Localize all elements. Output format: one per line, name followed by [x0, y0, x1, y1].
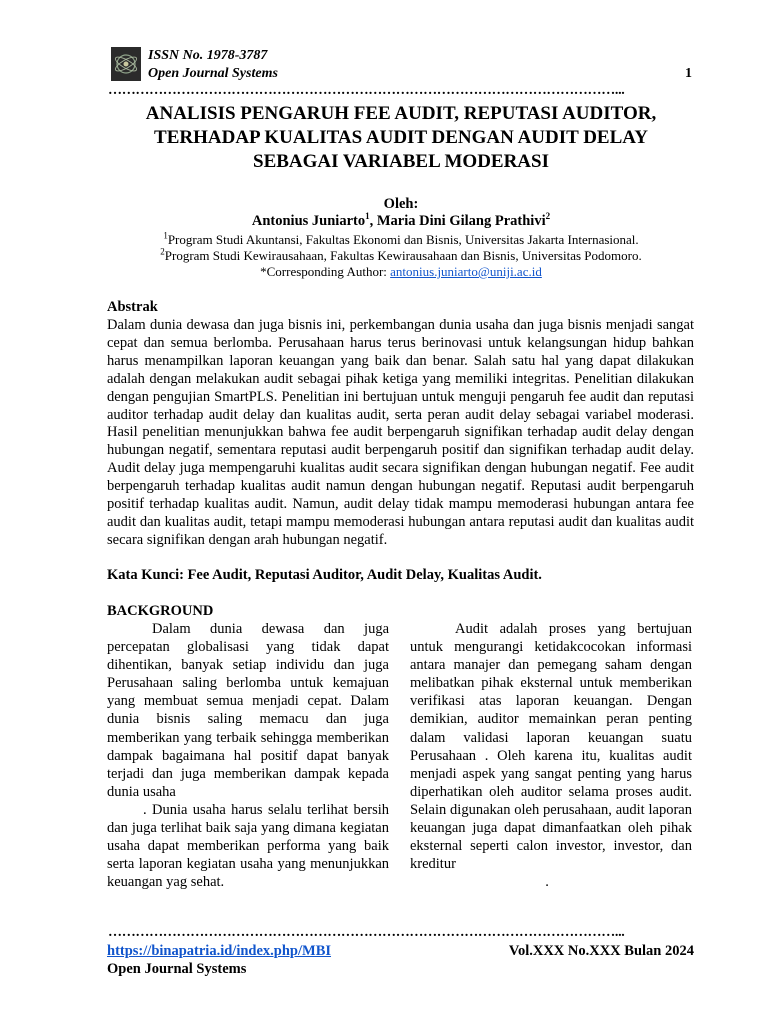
issn-number: ISSN No. 1978-3787	[148, 48, 268, 63]
page-number: 1	[685, 66, 692, 81]
background-paragraph: Dalam dunia dewasa dan juga percepatan globalisasi yang tidak dapat dihentikan, banyak setiap individu dan juga Perusahaan saling berlomba untuk kemajuan yang membuat semua menjadi cepat. Dalam dunia bisnis saling memacu dan juga memberikan yang terbaik sehingga memberikan dampak bagaimana hal positif dapat banyak terjadi dan juga memberikan dampak kepada dunia usaha	[107, 621, 389, 800]
background-heading: BACKGROUND	[107, 603, 214, 619]
footer-separator: …………………………………………………………………………………………………...	[108, 926, 625, 940]
journal-name: Open Journal Systems	[148, 66, 278, 81]
page-header	[108, 45, 694, 85]
affiliation-text: Program Studi Akuntansi, Fakultas Ekonomi dan Bisnis, Universitas Jakarta Internasional.	[167, 232, 639, 247]
affiliation-1	[108, 232, 694, 248]
journal-url-link[interactable]: https://binapatria.id/index.php/MBI	[107, 943, 332, 959]
footer-journal-name: Open Journal Systems	[107, 961, 247, 977]
abstract-heading: Abstrak	[107, 299, 158, 315]
background-paragraph-end: .	[545, 874, 549, 891]
background-text: Audit adalah proses yang bertujuan untuk mengurangi ketidakcocokan informasi antara manajer dan pemegang saham dengan melibatkan pihak eksternal untuk memberikan verifikasi atas laporan keuangan. Dengan demikian, auditor memainkan peran penting dalam validasi laporan keuangan suatu Perusahaan	[410, 621, 692, 764]
author-separator: ,	[369, 213, 377, 229]
author-name: Antonius Juniarto	[251, 213, 366, 229]
title-line: TERHADAP KUALITAS AUDIT DENGAN AUDIT DELAY	[154, 127, 648, 148]
paper-title	[108, 102, 694, 174]
byline-label: Oleh:	[383, 196, 419, 212]
journal-logo	[111, 47, 141, 81]
background-text: . Oleh karena itu, kualitas audit menjadi aspek yang sangat penting yang harus diperhatikan oleh auditor selama proses audit. Selain digunakan oleh perusahaan, audit laporan keuangan juga dapat dimanfaatkan oleh pihak eksternal seperti calon investor, investor, dan kreditur	[410, 747, 692, 873]
author-superscript: 2	[545, 211, 551, 222]
keywords: Kata Kunci: Fee Audit, Reputasi Auditor, Audit Delay, Kualitas Audit.	[107, 567, 542, 583]
abstract-text: Dalam dunia dewasa dan juga bisnis ini, perkembangan dunia usaha dan juga bisnis menjadi sangat cepat dan semua berlomba. Perusahaan harus terus berinovasi untuk kelangsungan hidup bahkan harus menampilkan laporan keuangan yang baik dan benar. Salah satu hal yang dapat dilakukan adalah dengan melakukan audit sebagai pihak ketiga yang memiliki integritas. Penelitian dilakukan dengan pengujian SmartPLS. Penelitian ini bertujuan untuk menguji pengaruh fee audit dan reputasi auditor terhadap audit delay dan kualitas audit, serta peran audit delay sebagai variabel moderasi. Hasil penelitian menunjukkan bahwa fee audit berpengaruh signifikan terhadap audit delay dengan hubungan negatif, sementara reputasi audit berpengaruh positif dan signifikan terhadap audit delay. Audit delay juga mempengaruhi kualitas audit secara signifikan dengan hubungan negatif. Fee audit berpengaruh terhadap kualitas audit namun dengan hubungan negatif. Reputasi audit berpengaruh positif terhadap kualitas audit. Namun, audit delay tidak mampu memoderasi hubungan antara fee audit dan kualitas audit, tetapi mampu memoderasi hubungan antara reputasi audit dan kualitas audit secara signifikan dengan arah hubungan negatif.	[107, 317, 694, 548]
background-left-column	[107, 620, 389, 891]
background-paragraph: . Dunia usaha harus selalu terlihat bersih dan juga terlihat baik saja yang dimana kegiatan usaha dapat memberikan performa yang baik serta laporan kegiatan usaha yang menunjukkan keuangan yag sehat.	[107, 801, 389, 891]
background-paragraph	[410, 620, 692, 873]
title-line: ANALISIS PENGARUH FEE AUDIT, REPUTASI AUDITOR,	[145, 103, 657, 124]
author-superscript: 1	[365, 211, 370, 222]
header-separator: …………………………………………………………………………………………………...	[108, 84, 625, 98]
corresponding-author	[108, 264, 694, 280]
affiliation-superscript: 2	[160, 246, 165, 257]
corresponding-label: *Corresponding Author:	[260, 264, 391, 279]
background-right-column	[410, 620, 692, 891]
affiliation-2	[108, 248, 694, 264]
affiliation-text: Program Studi Kewirausahaan, Fakultas Kewirausahaan dan Bisnis, Universitas Podomoro.	[164, 248, 642, 263]
volume-info: Vol.XXX No.XXX Bulan 2024	[508, 943, 694, 959]
author-list	[108, 212, 694, 230]
corresponding-email-link[interactable]: antonius.juniarto@uniji.ac.id	[390, 264, 542, 279]
affiliation-superscript: 1	[163, 230, 168, 241]
title-line: SEBAGAI VARIABEL MODERASI	[253, 151, 549, 172]
author-name: Maria Dini Gilang Prathivi	[376, 213, 546, 229]
